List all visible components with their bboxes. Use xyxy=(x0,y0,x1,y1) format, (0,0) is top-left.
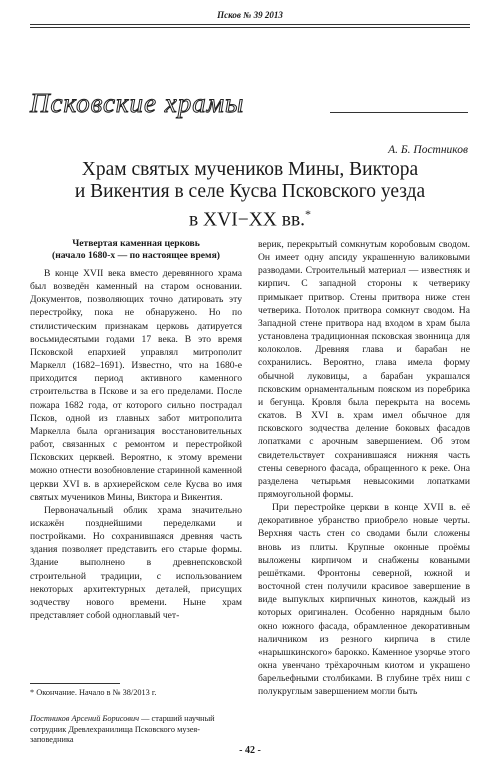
footnote-continuation: * Окончание. Начало в № 38/2013 г. xyxy=(30,688,157,697)
running-head: Псков № 39 2013 xyxy=(217,10,283,20)
header-rule-bottom xyxy=(30,27,470,28)
article-title xyxy=(28,159,472,232)
footnote-author-info: Постников Арсений Борисович — старший научный сотрудник Древлехранилища Псковского музея-заповедника xyxy=(30,714,215,744)
article-title-line: и Викентия в селе Кусва Псковского уезда xyxy=(74,181,426,202)
article-title-line: в XVI−XX вв.* xyxy=(188,207,312,231)
footnote-rule xyxy=(30,683,120,684)
paragraph: При перестройке церкви в конце XVII в. её декоративное убранство приобрело новые черты. Верхняя часть стен со сводами были сложены вновь из плиты. Крупные оконные проёмы выложены кирпичом и снабжены коваными решётками. Фронтоны северной, южной и восточной стен получили красивое завершение в виде выпуклых кирпичных кинотов, каждый из которых оригинален. Особенно нарядным было окно южного фасада, обрамленное декоративным наличником из резного кирпича в стиле «нарышкинского» барокко. Каменное узорчье этого окна увенчано трёхарочным киотом и украшено барельефными столбиками. В глубине трёх ниш с полукруглым завершением могли быть xyxy=(258,502,470,698)
right-column xyxy=(258,238,470,698)
left-column xyxy=(30,238,242,622)
paragraph: верик, перекрытый сомкнутым коробовым сводом. Он имеет одну апсиду украшенную валиковыми разводами. Строительный материал — известняк и кирпич. С западной стороны к четверику примыкает притвор. Стены притвора ниже стен четверика. Потолок притвора сомкнут сводом. На Западной стене притвора над входом в храм была установлена традиционная псковская звонница для колоколов. Древняя глава и барабан не сохранились. Вероятно, глава имела форму обычной луковицы, а барабан украшался псковским орнаментальным пояском из поребрика и бегунца. Кровля была перекрыта на восемь скатов. В XVI в. храм имел обычное для псковского зодчества деление боковых фасадов лопатками с арочным завершением. Об этом свидетельствует сохранившаяся нижняя часть стены северного фасада, обращенного к реке. Она разделена четырьмя невысокими лопатками прямоугольной формы. xyxy=(258,239,470,500)
section-rule xyxy=(330,112,468,113)
paragraph: Первоначальный облик храма значительно искажён позднейшими переделками и постройками. Но сохранившаяся древняя часть здания позволяет представить его старые формы. Здание выполнено в древнепсковской строительной традиции, с использованием некоторых архитектурных деталей, присущих зодчеству нового времени. Ныне храм представляет собой одноглавый чет- xyxy=(30,504,242,622)
article-title-line: Храм святых мучеников Мины, Виктора xyxy=(81,159,419,180)
article-author: А. Б. Постников xyxy=(388,144,468,156)
page-number: - 42 - xyxy=(239,745,261,756)
header-rule-top xyxy=(30,24,470,25)
footnote-mark: * xyxy=(305,207,312,221)
subheading: Четвертая каменная церковь (начало 1680-х — по настоящее время) xyxy=(52,238,220,261)
paragraph: В конце XVII века вместо деревянного храма был возведён каменный на старом основании. Документов, позволяющих точно датировать эту перестройку, пока не обнаружено. Но по стилистическим признакам церковь датируется восьмидесятыми годами 17 века. В это время Псковской епархией управлял митрополит Маркелл (1682–1691). Известно, что на 1680-е приходится период активного каменного строительства в Пскове и за его пределами. После пожара 1682 года, от которого сильно пострадал Псков, одной из главных забот митрополита Маркелла была организация восстановительных работ, связанных с ремонтом и перестройкой Псковских церквей. Вероятно, к этому времени можно отнести возобновление старинной каменной церкви XVI в. в архиерейском селе Кусва во имя святых мучеников Мины, Виктора и Викентия. xyxy=(30,268,242,503)
section-title: Псковские храмы xyxy=(30,88,245,118)
